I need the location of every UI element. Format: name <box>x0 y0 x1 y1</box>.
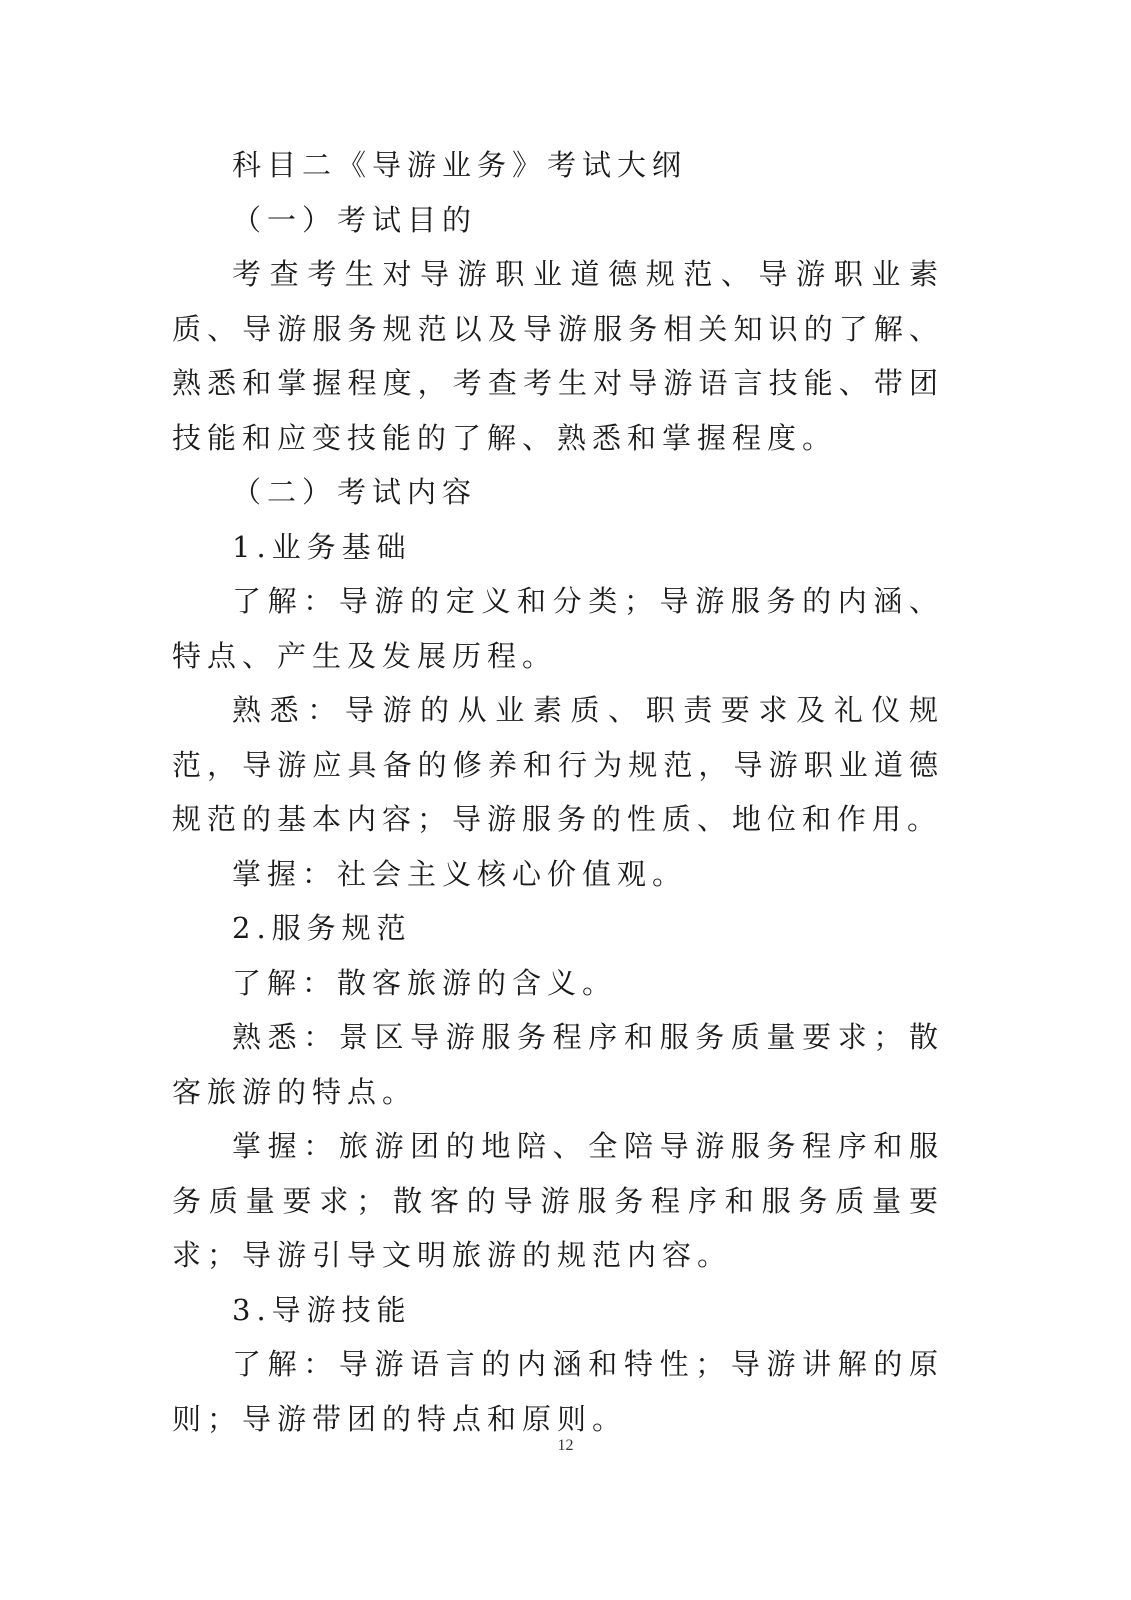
item-title-service-standards: 2.服务规范 <box>232 911 412 945</box>
item-title-basics: 1.业务基础 <box>232 529 412 564</box>
basics-familiar: 熟悉：导游的从业素质、职责要求及礼仪规范，导游应具备的修养和行为规范，导游职业道德规范的基本内容；导游服务的性质、地位和作用。 <box>172 693 944 836</box>
section-purpose-text: 考查考生对导游职业道德规范、导游职业素质、导游服务规范以及导游服务相关知识的了解、熟悉和掌握程度，考查考生对导游语言技能、带团技能和应变技能的了解、熟悉和掌握程度。 <box>172 257 944 455</box>
section-heading-content: （二）考试内容 <box>232 475 478 509</box>
page-number: 12 <box>557 1437 574 1454</box>
standards-understand: 了解：散客旅游的含义。 <box>232 965 618 1000</box>
document-title: 科目二《导游业务》考试大纲 <box>232 148 688 182</box>
section-heading-purpose: （一）考试目的 <box>232 202 478 237</box>
item-title-guide-skills: 3.导游技能 <box>232 1292 412 1327</box>
standards-familiar: 熟悉：景区导游服务程序和服务质量要求；散客旅游的特点。 <box>172 1020 944 1109</box>
document-body <box>172 138 944 1446</box>
standards-master: 掌握：旅游团的地陪、全陪导游服务程序和服务质量要求；散客的导游服务程序和服务质量要求；导游引导文明旅游的规范内容。 <box>172 1129 944 1272</box>
basics-master: 掌握：社会主义核心价值观。 <box>232 856 688 891</box>
skills-understand: 了解：导游语言的内涵和特性；导游讲解的原则；导游带团的特点和原则。 <box>172 1347 944 1436</box>
basics-understand: 了解：导游的定义和分类；导游服务的内涵、特点、产生及发展历程。 <box>172 584 944 673</box>
